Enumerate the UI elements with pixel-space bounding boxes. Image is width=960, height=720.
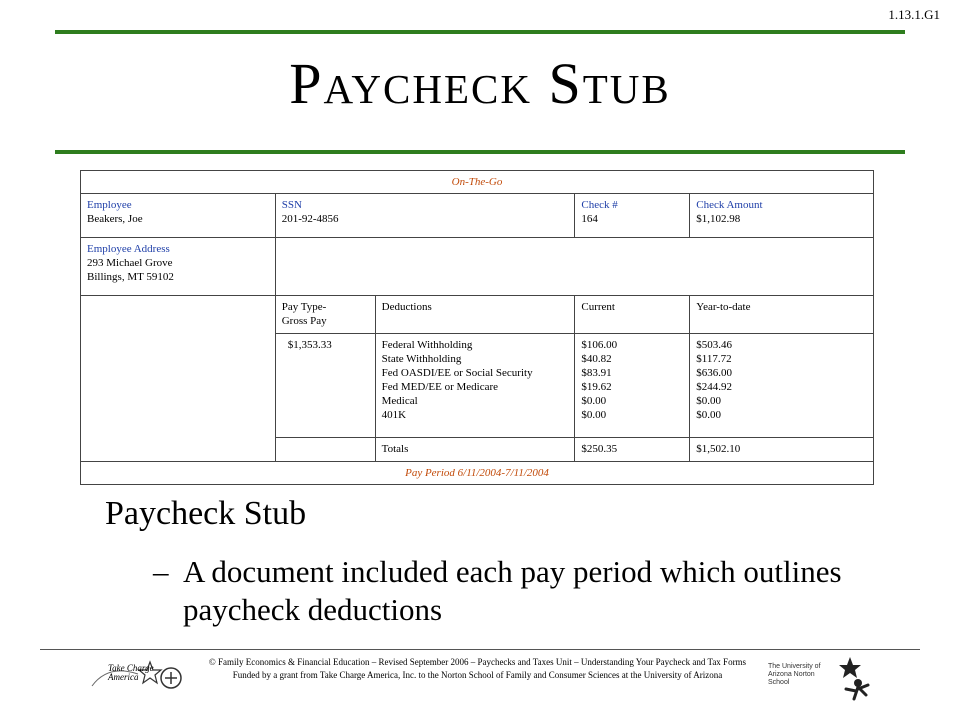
pay-period: Pay Period 6/11/2004-7/11/2004 — [81, 462, 874, 485]
address-empty-cell — [275, 238, 873, 296]
ssn-label: SSN — [281, 199, 302, 211]
footer-divider — [40, 649, 920, 650]
check-number-value: 164 — [581, 213, 598, 225]
deduction-item: Federal Withholding — [381, 339, 473, 351]
university-of-arizona-logo — [768, 655, 878, 705]
current-value: $0.00 — [581, 395, 607, 407]
current-list — [575, 334, 690, 438]
pay-period-row — [81, 462, 874, 485]
totals-label: Totals — [375, 438, 575, 462]
blank-left-cell — [81, 296, 276, 462]
gross-pay-cell: $1,353.33 — [275, 334, 375, 438]
deduction-item: Fed MED/EE or Medicare — [381, 381, 499, 393]
footer-line-2: Funded by a grant from Take Charge America, Inc. to the Norton School of Family and Consumer Sciences at the University of Arizona — [232, 670, 723, 680]
totals-current: $250.35 — [575, 438, 690, 462]
current-value: $40.82 — [581, 353, 612, 365]
company-name: On-The-Go — [81, 171, 874, 194]
header-deductions: Deductions — [375, 296, 575, 334]
header-paytype: Pay Type- Gross Pay — [275, 296, 375, 334]
address-line-2: Billings, MT 59102 — [87, 271, 174, 283]
check-number-label: Check # — [581, 199, 618, 211]
section-heading: Paycheck Stub — [105, 495, 307, 532]
take-charge-america-logo-text: Take Charge America — [108, 663, 154, 682]
address-row — [81, 238, 874, 296]
employee-row — [81, 194, 874, 238]
ytd-value: $503.46 — [696, 339, 732, 351]
deduction-item: Medical — [381, 395, 418, 407]
deduction-item: State Withholding — [381, 353, 462, 365]
check-number-cell — [575, 194, 690, 238]
ytd-value: $244.92 — [696, 381, 732, 393]
address-label: Employee Address — [87, 243, 170, 255]
ytd-value: $636.00 — [696, 367, 732, 379]
check-amount-cell — [690, 194, 874, 238]
check-amount-label: Check Amount — [696, 199, 763, 211]
bullet-text: A document included each pay period which outlines paycheck deductions — [183, 554, 842, 627]
header-row — [81, 296, 874, 334]
totals-empty-cell — [275, 438, 375, 462]
current-value: $83.91 — [581, 367, 612, 379]
ssn-value: 201-92-4856 — [281, 213, 339, 225]
footer-line-1: © Family Economics & Financial Education – Revised September 2006 – Paychecks and Taxes Unit – Understanding Your Paycheck and Tax Forms — [208, 657, 747, 667]
university-logo-text: The University of Arizona Norton School — [768, 663, 821, 686]
employee-name: Beakers, Joe — [87, 213, 143, 225]
title-divider — [55, 150, 905, 154]
header-ytd: Year-to-date — [690, 296, 874, 334]
star-figure-icon — [828, 655, 876, 705]
company-row — [81, 171, 874, 194]
address-cell — [81, 238, 276, 296]
page-title: Paycheck Stub — [289, 51, 671, 116]
paycheck-stub-table — [80, 170, 874, 485]
top-divider — [55, 30, 905, 34]
current-value: $19.62 — [581, 381, 612, 393]
employee-label: Employee — [87, 199, 132, 211]
employee-cell — [81, 194, 276, 238]
deduction-item: 401K — [381, 409, 407, 421]
deduction-item: Fed OASDI/EE or Social Security — [381, 367, 533, 379]
current-value: $106.00 — [581, 339, 618, 351]
ytd-value: $0.00 — [696, 395, 721, 407]
ytd-list — [690, 334, 874, 438]
check-amount-value: $1,102.98 — [696, 213, 741, 225]
document-code: 1.13.1.G1 — [888, 7, 940, 22]
ytd-value: $117.72 — [696, 353, 732, 365]
deductions-list — [375, 334, 575, 438]
ytd-value: $0.00 — [696, 409, 721, 421]
address-line-1: 293 Michael Grove — [87, 257, 173, 269]
current-value: $0.00 — [581, 409, 607, 421]
totals-ytd: $1,502.10 — [690, 438, 874, 462]
take-charge-america-logo — [88, 658, 183, 692]
bullet-dash: – — [153, 554, 169, 589]
ssn-cell — [275, 194, 575, 238]
header-current: Current — [575, 296, 690, 334]
